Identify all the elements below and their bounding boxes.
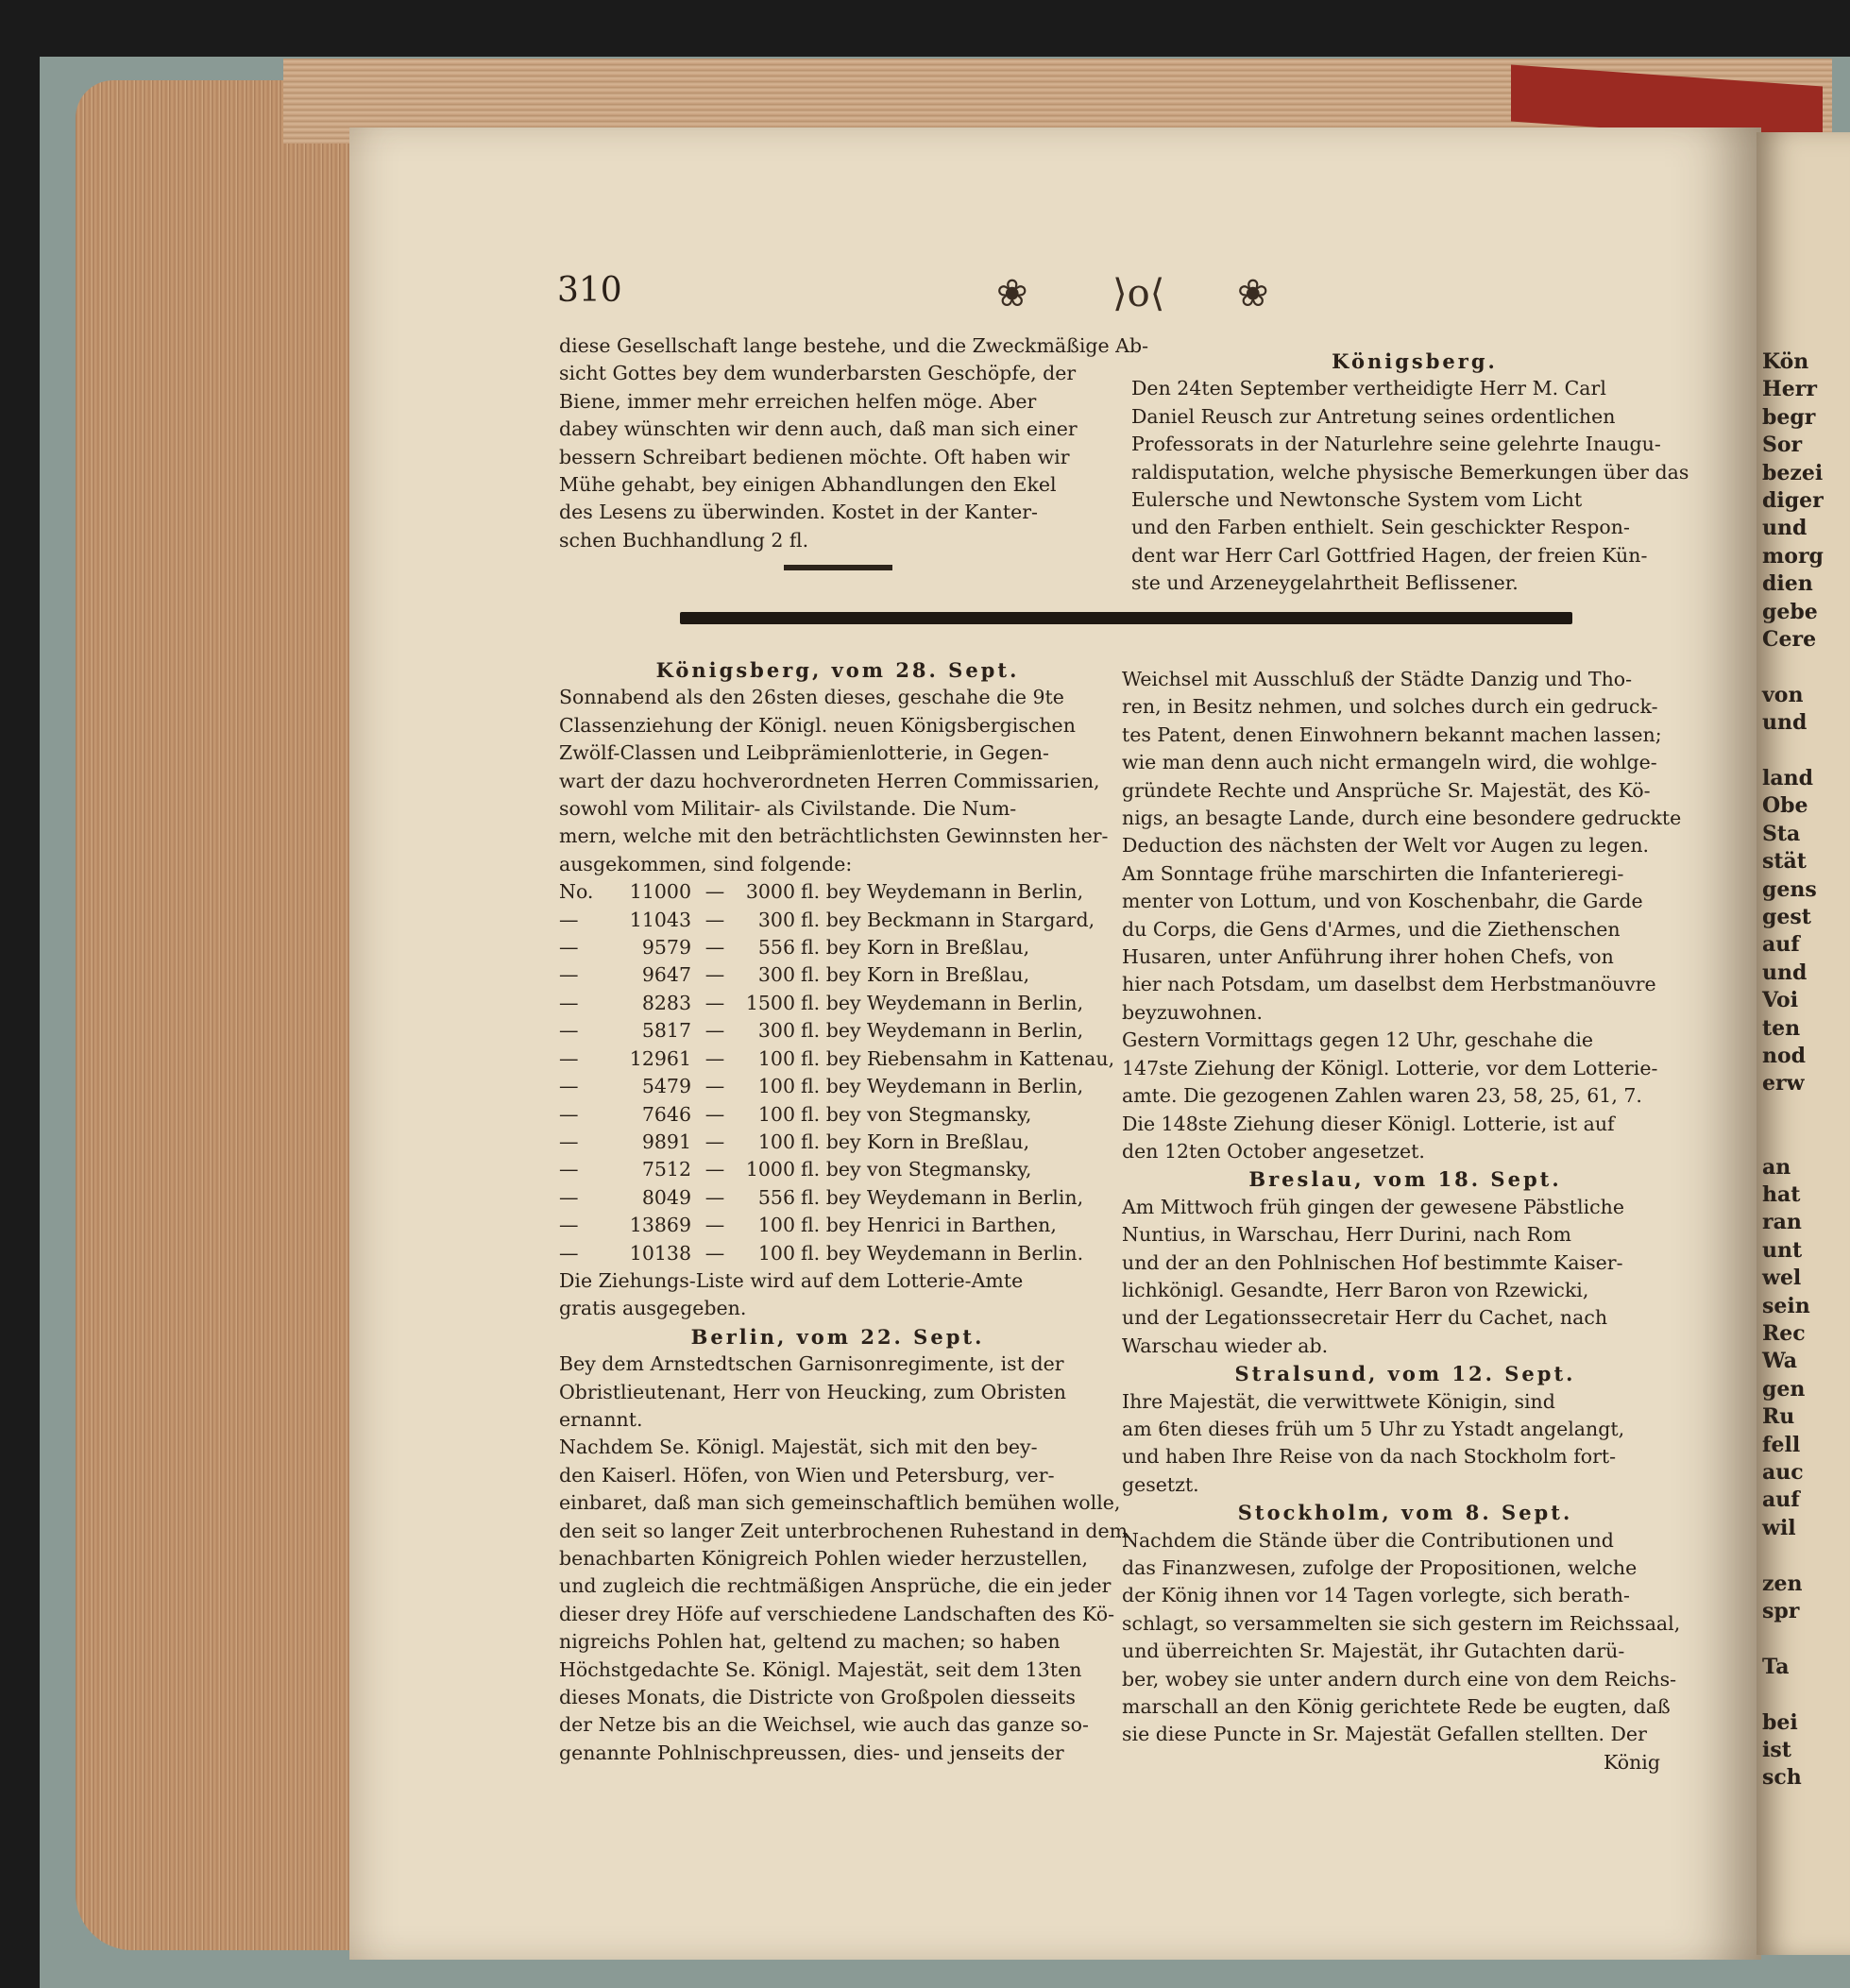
row-prefix: — (559, 1102, 579, 1126)
row-prefix: — (559, 1158, 579, 1181)
text-line: Zwölf-Classen und Leibprämienlotterie, in Gegen- (559, 741, 1049, 765)
text-line: amte. Die gezogenen Zahlen waren 23, 58, 25, 61, 7. (1122, 1084, 1642, 1108)
facing-page-fragment: Ru (1762, 1404, 1795, 1430)
left-column (559, 656, 1129, 1767)
text-line: und der Legationssecretair Herr du Cachet, nach (1122, 1306, 1608, 1330)
facing-page-fragment (1762, 1682, 1850, 1710)
facing-page-fragment: Herr (1762, 377, 1817, 402)
prize-amount: 100 (757, 1130, 795, 1153)
text-line: am 6ten dieses früh um 5 Uhr zu Ystadt angelangt, (1122, 1417, 1625, 1440)
prize-amount: 100 (757, 1075, 795, 1098)
text-line: Biene, immer mehr erreichen helfen möge. Aber (559, 389, 1037, 413)
row-prefix: — (559, 1130, 579, 1153)
text-line: sie diese Puncte in Sr. Majestät Gefallen stellten. Der (1122, 1723, 1647, 1746)
lottery-row (559, 961, 1116, 989)
text-line: Deduction des nächsten der Welt vor Augen zu legen. (1122, 834, 1650, 858)
facing-page-fragment (1762, 1099, 1850, 1128)
facing-page-fragment (1762, 1626, 1850, 1655)
text-line: lichkönigl. Gesandte, Herr Baron von Rzewicki, (1122, 1278, 1589, 1301)
text-line: ste und Arzeneygelahrtheit Beflissener. (1131, 571, 1519, 595)
facing-page-fragment: diger (1762, 488, 1824, 513)
text-line: ausgekommen, sind folgende: (559, 852, 853, 875)
text-line: den Kaiserl. Höfen, von Wien und Petersburg, ver- (559, 1463, 1055, 1487)
text-line: Gestern Vormittags gegen 12 Uhr, geschahe die (1122, 1028, 1594, 1052)
text-line: der König ihnen vor 14 Tagen vorlegte, sich berath- (1122, 1584, 1630, 1607)
text-line: Sonnabend als den 26sten dieses, geschahe die 9te (559, 686, 1064, 709)
row-dash: — (704, 908, 725, 931)
prize-amount: 1500 (745, 991, 795, 1014)
facing-page-fragment: dien (1762, 571, 1813, 597)
text-line: Am Mittwoch früh gingen der gewesene Päbstliche (1122, 1195, 1624, 1218)
text-line: ren, in Besitz nehmen, und solches durch ein gedruck- (1122, 695, 1658, 719)
lottery-row (559, 990, 1116, 1017)
row-prefix: — (559, 936, 579, 960)
lottery-row (559, 1073, 1116, 1100)
text-line: bessern Schreibart bedienen möchte. Oft haben wir (559, 445, 1070, 468)
facing-page-fragment: Ta (1762, 1654, 1790, 1679)
text-line: den seit so langer Zeit unterbrochenen Ruhestand in dem (559, 1519, 1129, 1542)
ticket-number: 11000 (629, 880, 691, 904)
right-column (1122, 666, 1689, 1776)
text-line: Bey dem Arnstedtschen Garnisonregimente, ist der (559, 1352, 1064, 1376)
text-line: Mühe gehabt, bey einigen Abhandlungen den Ekel (559, 473, 1057, 497)
book-fore-edge (76, 80, 359, 1950)
row-dash: — (704, 936, 725, 960)
facing-page-fragment: Voi (1762, 988, 1799, 1013)
divider-ornament-icon: ⟩o⟨ (1112, 272, 1165, 315)
facing-page-fragment (1762, 1127, 1850, 1155)
row-dash: — (704, 1158, 725, 1181)
text-line: dent war Herr Carl Gottfried Hagen, der freien Kün- (1131, 543, 1648, 567)
lottery-winners-table (559, 878, 1116, 1267)
facing-page-fragment: morg (1762, 543, 1824, 569)
row-dash: — (704, 1019, 725, 1043)
collector: fl. bey von Stegmansky, (801, 1102, 1032, 1126)
lottery-row (559, 878, 1116, 906)
text-line: ber, wobey sie unter andern durch eine von dem Reichs- (1122, 1667, 1677, 1691)
text-line: und haben Ihre Reise von da nach Stockholm fort- (1122, 1445, 1617, 1469)
facing-page-fragment: auf (1762, 932, 1800, 958)
text-line: dieser drey Höfe auf verschiedene Landschaften des Kö- (559, 1602, 1115, 1625)
text-line: sicht Gottes bey dem wunderbarsten Geschöpfe, der (559, 362, 1077, 385)
lottery-row (559, 1129, 1116, 1156)
section-heading: Stockholm, vom 8. Sept. (1237, 1501, 1573, 1525)
facing-page-fragment: Wa (1762, 1349, 1798, 1374)
facing-page-fragment: wil (1762, 1515, 1796, 1540)
facing-page-fragment (1762, 739, 1850, 767)
row-dash: — (704, 1102, 725, 1126)
collector: fl. bey Weydemann in Berlin, (801, 1019, 1084, 1043)
facing-page-fragment: begr (1762, 404, 1816, 430)
text-line: Warschau wieder ab. (1122, 1334, 1329, 1357)
facing-page-fragment: sch (1762, 1765, 1802, 1791)
text-line: genannte Pohlnischpreussen, dies- und jenseits der (559, 1741, 1064, 1764)
prize-amount: 556 (757, 1185, 795, 1209)
text-line: Classenziehung der Königl. neuen Königsbergischen (559, 713, 1076, 737)
section-heading: Berlin, vom 22. Sept. (690, 1324, 985, 1349)
text-line: nigreichs Pohlen hat, geltend zu machen; so haben (559, 1630, 1061, 1654)
text-line: benachbarten Königreich Pohlen wieder herzustellen, (559, 1547, 1088, 1570)
text-line: und zugleich die rechtmäßigen Ansprüche, die ein jeder (559, 1574, 1112, 1598)
text-line: beyzuwohnen. (1122, 1000, 1263, 1024)
text-line: Die Ziehungs-Liste wird auf dem Lotterie-Amte (559, 1268, 1024, 1292)
row-dash: — (704, 1241, 725, 1265)
text-line: Husaren, unter Anführung ihrer hohen Chefs, von (1122, 945, 1614, 969)
text-line: wie man denn auch nicht ermangeln wird, die wohlge- (1122, 751, 1657, 774)
ticket-number: 12961 (629, 1046, 691, 1070)
facing-page-fragment (1762, 654, 1850, 683)
text-line: Professorats in der Naturlehre seine gelehrte Inaugu- (1131, 433, 1661, 456)
text-line: Höchstgedachte Se. Königl. Majestät, seit dem 13ten (559, 1657, 1082, 1681)
facing-page-fragment: Cere (1762, 627, 1817, 652)
text-line: gesetzt. (1122, 1472, 1199, 1496)
prize-amount: 100 (757, 1214, 795, 1237)
facing-page-fragment: fell (1762, 1432, 1801, 1457)
row-dash: — (704, 1185, 725, 1209)
section-heading: Königsberg, vom 28. Sept. (655, 658, 1020, 682)
facing-page-fragment: ran (1762, 1210, 1802, 1235)
ticket-number: 5817 (641, 1019, 691, 1043)
facing-page-fragment: ist (1762, 1738, 1791, 1762)
facing-page-fragment: an (1762, 1154, 1791, 1180)
prize-amount: 300 (757, 963, 795, 987)
facing-page-fragment: auc (1762, 1460, 1804, 1485)
row-dash: — (704, 963, 725, 987)
collector: fl. bey Beckmann in Stargard, (801, 908, 1095, 931)
collector: fl. bey Weydemann in Berlin, (801, 1075, 1084, 1098)
ticket-number: 8283 (641, 991, 691, 1014)
text-line: 147ste Ziehung der Königl. Lotterie, vor dem Lotterie- (1122, 1056, 1658, 1079)
lottery-row (559, 1184, 1116, 1212)
lottery-row (559, 1045, 1116, 1073)
section-heading: Breslau, vom 18. Sept. (1248, 1167, 1562, 1192)
ticket-number: 10138 (629, 1241, 691, 1265)
shell-ornament-icon: ❀ (1237, 272, 1269, 315)
text-line: tes Patent, denen Einwohnern bekannt machen lassen; (1122, 722, 1662, 746)
ticket-number: 9891 (641, 1130, 691, 1153)
facing-page-fragment (1762, 1543, 1850, 1572)
text-line: hier nach Potsdam, um daselbst dem Herbstmanöuvre (1122, 973, 1656, 996)
lottery-row (559, 1101, 1116, 1129)
row-prefix: — (559, 1075, 579, 1098)
row-dash: — (704, 1214, 725, 1237)
collector: fl. bey Korn in Breßlau, (801, 936, 1030, 960)
facing-page-fragment: nod (1762, 1044, 1807, 1068)
prize-amount: 556 (757, 936, 795, 960)
ticket-number: 9579 (641, 936, 691, 960)
text-line: raldisputation, welche physische Bemerkungen über das (1131, 460, 1689, 484)
facing-page-fragment: hat (1762, 1182, 1801, 1207)
text-line: der Netze bis an die Weichsel, wie auch das ganze so- (559, 1713, 1089, 1737)
collector: fl. bey Korn in Breßlau, (801, 1130, 1030, 1153)
row-dash: — (704, 1046, 725, 1070)
prize-amount: 300 (757, 908, 795, 931)
collector: fl. bey Weydemann in Berlin, (801, 991, 1084, 1014)
text-line: schlagt, so versammelten sie sich gestern im Reichssaal, (1122, 1611, 1681, 1635)
page-number: 310 (557, 271, 622, 310)
text-line: einbaret, daß man sich gemeinschaftlich bemühen wolle, (559, 1491, 1121, 1515)
row-prefix: — (559, 908, 579, 931)
text-line: Nachdem Se. Königl. Majestät, sich mit den bey- (559, 1436, 1038, 1459)
shell-ornament-icon: ❀ (996, 272, 1028, 315)
ticket-number: 9647 (641, 963, 691, 987)
facing-page-fragment: gen (1762, 1376, 1806, 1402)
text-line: dieses Monats, die Districte von Großpolen diesseits (559, 1686, 1076, 1709)
facing-page-fragment: und (1762, 960, 1808, 985)
text-line: menter von Lottum, und von Koschenbahr, die Garde (1122, 890, 1643, 913)
row-prefix: No. (559, 880, 594, 904)
facing-page-fragment: spr (1762, 1599, 1800, 1623)
facing-page-fragment: bezei (1762, 460, 1824, 485)
facing-page-fragment: sein (1762, 1293, 1810, 1318)
text-line: und überreichten Sr. Majestät, ihr Gutachten darü- (1122, 1640, 1625, 1663)
facing-page-fragment: unt (1762, 1237, 1803, 1263)
text-line: Am Sonntage frühe marschirten die Infanterieregi- (1122, 861, 1624, 885)
prize-amount: 100 (757, 1046, 795, 1070)
text-line: den 12ten October angesetzet. (1122, 1139, 1425, 1163)
ticket-number: 7512 (641, 1158, 691, 1181)
section-heading: Königsberg. (1332, 349, 1498, 373)
text-line: Obristlieutenant, Herr von Heucking, zum Obristen (559, 1380, 1066, 1403)
lottery-row (559, 1017, 1116, 1045)
facing-page-fragment: auf (1762, 1487, 1800, 1513)
facing-page-fragment: bei (1762, 1709, 1798, 1735)
facing-page-fragment: Sta (1762, 821, 1801, 846)
text-line: nigs, an besagte Lande, durch eine besondere gedruckte (1122, 807, 1682, 830)
collector: fl. bey Henrici in Barthen, (801, 1214, 1057, 1237)
facing-page-fragment: stät (1762, 849, 1807, 875)
ticket-number: 13869 (629, 1214, 691, 1237)
row-dash: — (704, 880, 725, 904)
prize-amount: 300 (757, 1019, 795, 1043)
facing-page-fragment: land (1762, 766, 1813, 790)
row-dash: — (704, 1130, 725, 1153)
text-line: Eulersche und Newtonsche System vom Licht (1131, 488, 1583, 512)
text-line: marschall an den König gerichtete Rede be eugten, daß (1122, 1695, 1671, 1719)
facing-page-fragment: Rec (1762, 1321, 1806, 1346)
lottery-row (559, 1212, 1116, 1239)
facing-page-fragment: ten (1762, 1015, 1801, 1041)
facing-page-fragment: wel (1762, 1266, 1802, 1291)
text-line: Daniel Reusch zur Antretung seines ordentlichen (1131, 404, 1616, 428)
text-line: ernannt. (559, 1407, 643, 1431)
facing-page-edge (1757, 132, 1850, 1955)
text-line: gründete Rechte und Ansprüche Sr. Majestät, des Kö- (1122, 778, 1651, 802)
ticket-number: 5479 (641, 1075, 691, 1098)
top-left-column (559, 332, 1149, 554)
text-line: Nachdem die Stände über die Contributionen und (1122, 1528, 1614, 1552)
collector: fl. bey Korn in Breßlau, (801, 963, 1030, 987)
facing-page-fragment: erw (1762, 1071, 1805, 1096)
text-line: sowohl vom Militair- als Civilstande. Die Num- (559, 797, 1017, 821)
lottery-row (559, 1240, 1116, 1267)
lottery-row (559, 934, 1116, 961)
text-line: und der an den Pohlnischen Hof bestimmte Kaiser- (1122, 1250, 1623, 1274)
lottery-row (559, 1156, 1116, 1183)
facing-page-fragment: zen (1762, 1571, 1803, 1596)
ticket-number: 8049 (641, 1185, 691, 1209)
row-dash: — (704, 1075, 725, 1098)
prize-amount: 3000 (745, 880, 795, 904)
facing-page-fragment: und (1762, 710, 1808, 736)
text-line: das Finanzwesen, zufolge der Propositionen, welche (1122, 1556, 1638, 1579)
collector: fl. bey Weydemann in Berlin, (801, 1185, 1084, 1209)
text-line: Die 148ste Ziehung dieser Königl. Lotterie, ist auf (1122, 1112, 1615, 1135)
text-line: Weichsel mit Ausschluß der Städte Danzig und Tho- (1122, 668, 1633, 690)
facing-page-fragment: gens (1762, 876, 1817, 902)
prize-amount: 1000 (745, 1158, 795, 1181)
section-heading: Stralsund, vom 12. Sept. (1234, 1362, 1576, 1386)
text-line: Ihre Majestät, die verwittwete Königin, sind (1122, 1389, 1555, 1413)
lottery-row (559, 907, 1116, 934)
text-line: dabey wünschten wir denn auch, daß man sich einer (559, 417, 1078, 441)
row-prefix: — (559, 1214, 579, 1237)
ticket-number: 7646 (641, 1102, 691, 1126)
text-line: des Lesens zu überwinden. Kostet in der Kanter- (559, 501, 1038, 524)
row-prefix: — (559, 991, 579, 1014)
text-line: wart der dazu hochverordneten Herren Commissarien, (559, 769, 1100, 792)
ticket-number: 11043 (629, 908, 691, 931)
prize-amount: 100 (757, 1102, 795, 1126)
text-line: Nuntius, in Warschau, Herr Durini, nach Rom (1122, 1223, 1571, 1247)
row-prefix: — (559, 1019, 579, 1043)
row-prefix: — (559, 1185, 579, 1209)
prize-amount: 100 (757, 1241, 795, 1265)
text-line: gratis ausgegeben. (559, 1297, 747, 1320)
catchword: König (1604, 1750, 1660, 1774)
collector: fl. bey von Stegmansky, (801, 1158, 1032, 1181)
text-line: und den Farben enthielt. Sein geschickter Respon- (1131, 516, 1630, 539)
facing-page-fragment: von (1762, 682, 1804, 707)
text-line: mern, welche mit den beträchtlichsten Gewinnsten her- (559, 824, 1109, 848)
section-rule (784, 565, 892, 570)
top-right-column (1131, 348, 1698, 598)
facing-page-fragment: Kön (1762, 349, 1809, 374)
row-prefix: — (559, 963, 579, 987)
column-divider-rule (680, 612, 1572, 624)
collector: fl. bey Riebensahm in Kattenau, (801, 1046, 1115, 1070)
text-line: Den 24ten September vertheidigte Herr M. Carl (1131, 377, 1606, 400)
facing-page-fragment: Sor (1762, 433, 1803, 458)
facing-page-fragment: gebe (1762, 599, 1818, 624)
facing-page-fragment: und (1762, 516, 1808, 541)
facing-page-fragment: gest (1762, 905, 1811, 929)
collector: fl. bey Weydemann in Berlin. (801, 1241, 1084, 1265)
row-dash: — (704, 991, 725, 1014)
text-line: diese Gesellschaft lange bestehe, und die Zweckmäßige Ab- (559, 334, 1149, 357)
row-prefix: — (559, 1241, 579, 1265)
text-line: du Corps, die Gens d'Armes, und die Ziethenschen (1122, 917, 1621, 941)
collector: fl. bey Weydemann in Berlin, (801, 880, 1084, 904)
facing-page-fragment: Obe (1762, 793, 1808, 819)
text-line: schen Buchhandlung 2 fl. (559, 528, 809, 552)
row-prefix: — (559, 1046, 579, 1070)
